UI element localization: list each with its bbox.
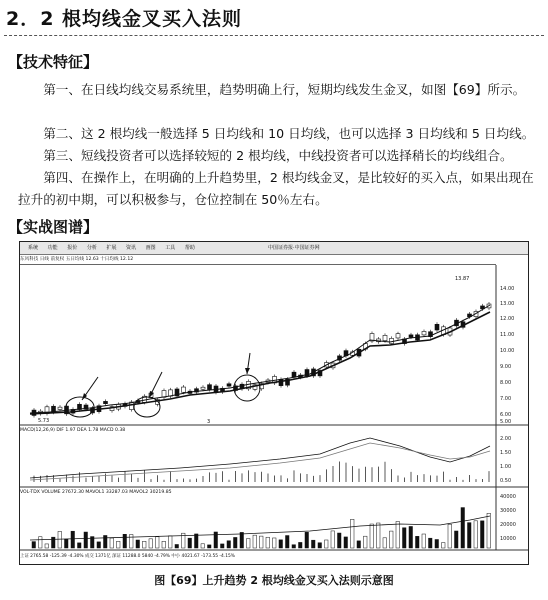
section-heading-features: 【技术特征】 (8, 53, 99, 71)
volume-bar (383, 538, 387, 548)
volume-bar (253, 535, 257, 548)
svg-text:0.50: 0.50 (500, 478, 512, 484)
price-tick: 5.00 (500, 419, 512, 425)
volume-bar (188, 538, 192, 548)
candle-body (227, 384, 231, 386)
volume-bar (338, 533, 342, 548)
volume-bar (468, 523, 472, 548)
price-tick: 6.00 (500, 412, 512, 418)
volume-bar (370, 524, 374, 548)
stock-chart-screenshot (19, 241, 529, 565)
svg-text:1.00: 1.00 (500, 464, 512, 470)
candle-body (58, 407, 62, 409)
chart-canvas (20, 242, 528, 564)
ma10-line (30, 312, 490, 414)
volume-bar (143, 541, 147, 548)
candle-body (422, 331, 426, 334)
volume-bar (175, 544, 179, 548)
price-tick: 7.00 (500, 396, 512, 402)
volume-bar (169, 536, 173, 548)
volume-bar (156, 537, 160, 548)
volume-bar (104, 535, 108, 548)
title-divider (4, 35, 544, 36)
page-title: 2．2 根均线金叉买入法则 (6, 8, 243, 30)
volume-bar (84, 532, 88, 548)
paragraph-4: 第四、在操作上，在明确的上升趋势里，2 根均线金叉，是比较好的买入点，如果出现在拉升的初中期，可以积极参与，仓位控制在 50％左右。 (18, 170, 534, 207)
macd-legend: MACD(12,26,9) DIF 1.97 DEA 1.78 MACD 0.38 (20, 428, 126, 433)
candle-body (409, 335, 413, 337)
volume-bar (260, 536, 264, 548)
price-tick: 9.00 (500, 364, 512, 370)
volume-bar (32, 542, 36, 548)
macd-dif-line (30, 438, 490, 478)
volume-bar (403, 528, 407, 548)
menu-item-help[interactable]: 帮助 (184, 245, 195, 251)
price-tick: 14.00 (500, 286, 515, 292)
volume-bar (390, 531, 394, 548)
candle-body (396, 334, 400, 338)
ma5-line (30, 305, 490, 413)
volume-bar (39, 537, 43, 548)
menu-item-quote[interactable]: 报价 (67, 245, 78, 251)
volume-axis (500, 494, 516, 542)
volume-bar (474, 521, 478, 548)
volume-bar (299, 542, 303, 548)
price-tick: 8.00 (500, 380, 512, 386)
svg-text:20000: 20000 (500, 522, 516, 528)
price-tick: 12.00 (500, 316, 515, 322)
volume-bar (305, 532, 309, 548)
volume-bar (351, 519, 355, 548)
volume-bar (117, 541, 121, 548)
volume-legend: VOL-TDX VOLUME 27672.30 MAVOL1 33287.03 MAVOL2 30219.85 (20, 490, 172, 495)
price-tick: 13.00 (500, 301, 515, 307)
volume-bar (97, 542, 101, 548)
figure-caption: 图【69】上升趋势 2 根均线金叉买入法则示意图 (154, 574, 394, 587)
volume-bar (130, 535, 134, 548)
candlestick-series (32, 302, 491, 417)
menu-item-function[interactable]: 功能 (47, 245, 58, 251)
low-price-label: 5.73 (38, 418, 50, 424)
volume-bar (344, 537, 348, 548)
menu-item-extend[interactable]: 扩展 (106, 245, 117, 251)
volume-bar (396, 522, 400, 548)
volume-bar (58, 531, 62, 548)
volume-bar (331, 531, 335, 548)
candle-body (208, 385, 212, 390)
volume-bar (162, 541, 166, 548)
volume-bar (448, 524, 452, 548)
golden-cross-marker-3 (234, 353, 260, 401)
volume-bar (266, 537, 270, 548)
menu-item-tools[interactable]: 工具 (165, 245, 176, 251)
volume-bar (318, 543, 322, 548)
svg-text:2.00: 2.00 (500, 436, 512, 442)
volume-bar (45, 544, 49, 548)
volume-bar (455, 531, 459, 548)
price-tick: 11.00 (500, 332, 515, 338)
volume-bar (377, 523, 381, 548)
volume-bar (487, 513, 491, 548)
price-axis (500, 286, 514, 425)
volume-bar (234, 537, 238, 548)
market-status-bar: 上证 2765.58 -125.39 -4.30% 成交 1371亿 深证 11288.0 5840 -4.79% 中小 4021.67 -173.55 -4.15% (20, 554, 235, 559)
volume-bar (273, 538, 277, 548)
candle-body (104, 401, 108, 403)
volume-bar (364, 536, 368, 548)
volume-bar (123, 534, 127, 548)
volume-bar (416, 536, 420, 548)
menu-item-system[interactable]: 系统 (28, 245, 39, 251)
volume-bar (195, 534, 199, 548)
volume-bar (110, 538, 114, 548)
main-chart-legend: 东风科技 日线 前复权 五日均线 12.63 十日均线 12.12 (20, 255, 496, 265)
volume-bar (52, 537, 56, 548)
volume-bar (461, 508, 465, 548)
svg-text:40000: 40000 (500, 494, 516, 500)
volume-bar (325, 540, 329, 548)
volume-bar (71, 531, 75, 548)
volume-bar (435, 539, 439, 548)
volume-bar (442, 543, 446, 548)
candle-body (383, 335, 387, 340)
volume-bar (78, 543, 82, 548)
candle-body (435, 324, 439, 330)
paragraph-1: 第一、在日线均线交易系统里，趋势明确上行，短期均线发生金叉，如图【69】所示。 (43, 82, 526, 97)
volume-bar (65, 539, 69, 548)
menu-item-draw[interactable]: 画图 (145, 245, 156, 251)
volume-bar (136, 540, 140, 548)
svg-text:30000: 30000 (500, 508, 516, 514)
volume-bar (208, 545, 212, 548)
volume-bar (221, 544, 225, 548)
paragraph-2: 第二、这 2 根均线一般选择 5 日均线和 10 日均线，也可以选择 3 日均线和 5 日均线。 (43, 126, 535, 141)
volume-bar (481, 521, 485, 548)
candle-body (182, 387, 186, 392)
menu-item-analysis[interactable]: 分析 (86, 245, 97, 251)
candle-body (279, 379, 283, 385)
paragraph-3: 第三、短线投资者可以选择较短的 2 根均线，中线投资者可以选择稍长的均线组合。 (43, 148, 513, 163)
volume-bar (422, 534, 426, 548)
macd-axis (500, 436, 511, 484)
window-caption: 中国证券报·中国证券网 (268, 245, 320, 251)
volume-bar (279, 540, 283, 548)
golden-cross-marker-2 (134, 372, 162, 417)
volume-bar (357, 541, 361, 548)
candle-body (201, 387, 205, 389)
volume-bar (286, 536, 290, 548)
svg-text:10000: 10000 (500, 536, 516, 542)
volume-bar (292, 545, 296, 548)
volume-bar (312, 540, 316, 548)
volume-bar (227, 541, 231, 548)
macd-dea-line (30, 443, 490, 480)
volume-bar (240, 532, 244, 548)
volume-bar (247, 539, 251, 548)
menu-item-info[interactable]: 资讯 (126, 245, 137, 251)
volume-bar (429, 538, 433, 548)
svg-text:1.50: 1.50 (500, 450, 512, 456)
volume-bar (201, 544, 205, 548)
price-tick: 10.00 (500, 348, 515, 354)
high-price-label: 13.87 (455, 276, 470, 282)
marker-3-label: 3 (207, 419, 211, 425)
volume-bars (32, 508, 491, 548)
section-heading-chart: 【实战图谱】 (8, 218, 99, 236)
volume-bar (409, 526, 413, 548)
volume-bar (149, 539, 153, 548)
